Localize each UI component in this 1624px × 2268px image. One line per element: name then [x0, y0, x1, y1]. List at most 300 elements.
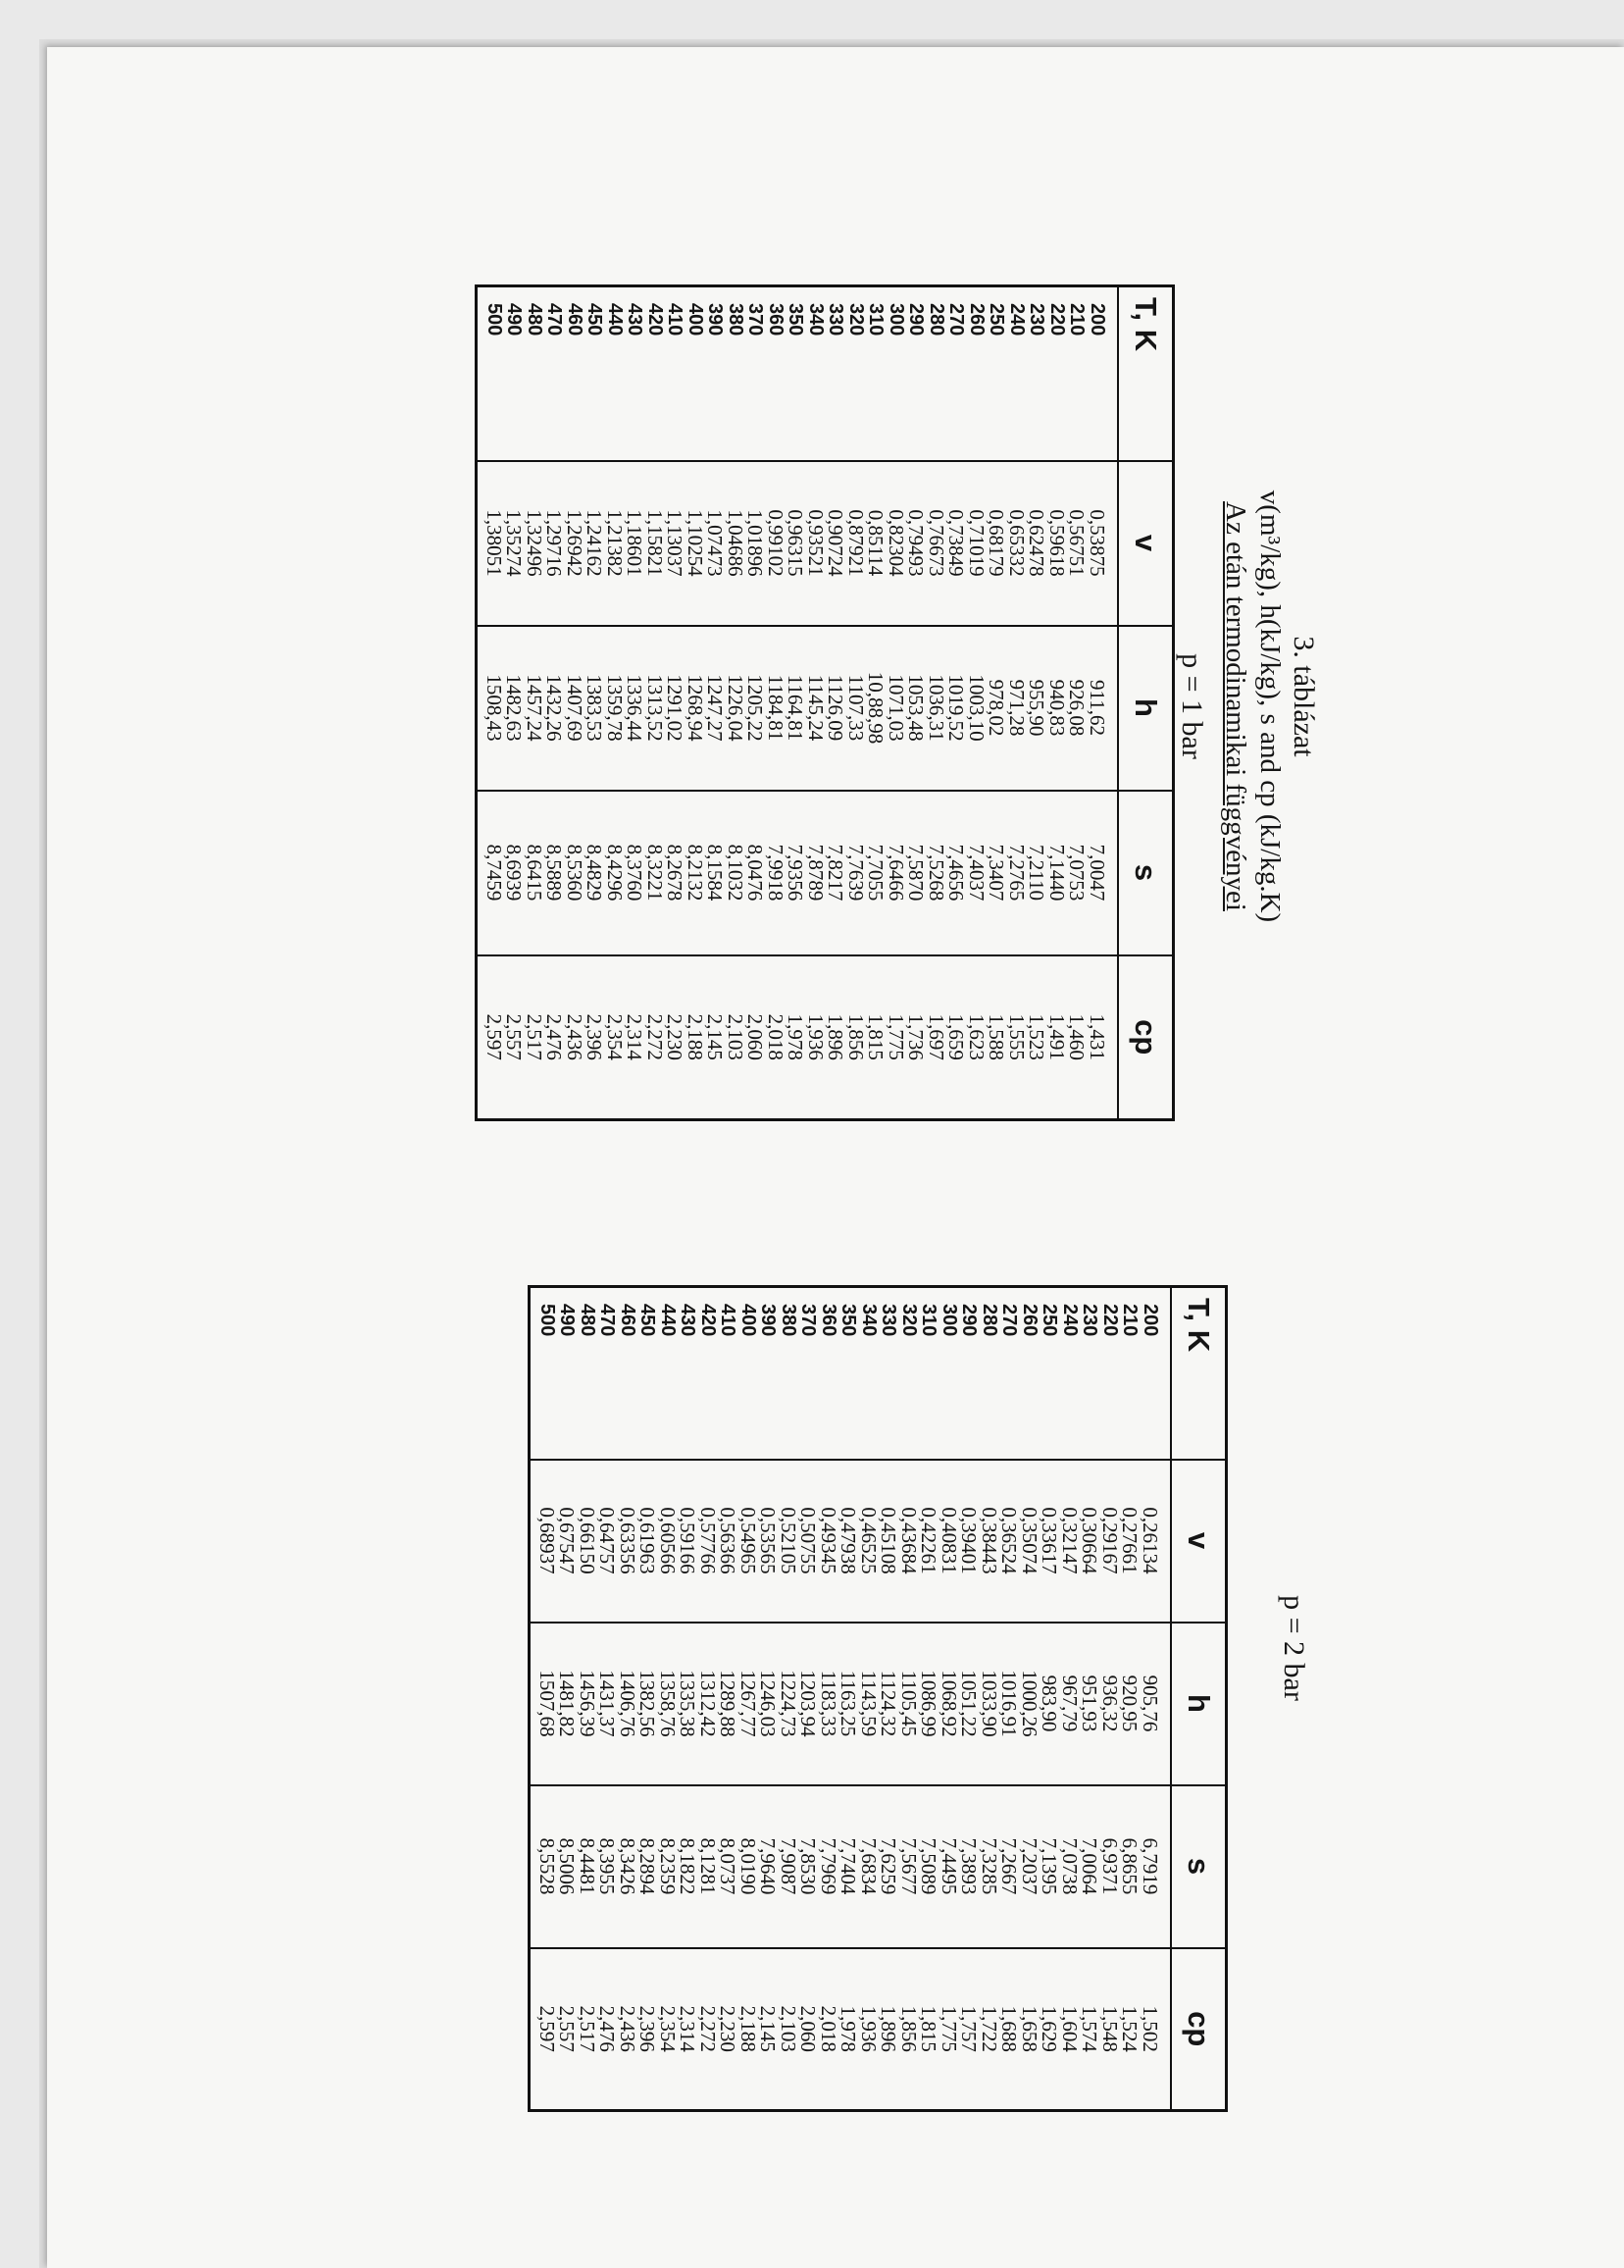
value-cell: 0,73849 — [946, 461, 967, 626]
value-cell: 0,49345 — [819, 1460, 839, 1623]
value-cell: 1,01896 — [745, 461, 766, 626]
value-cell: 0,57766 — [698, 1460, 719, 1623]
column-header: s — [1118, 791, 1174, 955]
value-cell: 905,76 — [1141, 1623, 1172, 1785]
value-cell: 1,26942 — [565, 461, 585, 626]
value-cell: 8,0476 — [745, 791, 766, 955]
value-cell: 1431,37 — [597, 1623, 618, 1785]
value-cell: 0,67547 — [557, 1460, 578, 1623]
table-number: 3. táblázat — [1288, 636, 1320, 757]
value-cell: 1247,27 — [705, 626, 726, 791]
temperature-cell: 350 — [837, 1304, 860, 1337]
value-cell: 1457,24 — [525, 626, 545, 791]
value-cell: 971,28 — [1007, 626, 1028, 791]
value-cell: 8,3955 — [597, 1785, 618, 1948]
ethane-table-p1 — [476, 284, 1176, 1121]
value-cell: 6,7919 — [1141, 1785, 1172, 1948]
value-cell: 0,56366 — [718, 1460, 738, 1623]
value-cell: 1,815 — [919, 1948, 939, 2111]
value-cell: 0,76673 — [927, 461, 947, 626]
value-cell: 7,2667 — [999, 1785, 1020, 1948]
value-cell: 1,757 — [959, 1948, 980, 2111]
value-cell: 1336,44 — [625, 626, 645, 791]
temperature-cell: 320 — [898, 1304, 920, 1337]
temperature-cell: 420 — [697, 1304, 719, 1337]
value-cell: 2,476 — [597, 1948, 618, 2111]
table-row — [745, 286, 766, 1120]
temperature-cell: 270 — [998, 1304, 1021, 1337]
value-cell: 1,856 — [899, 1948, 920, 2111]
temperature-cell: 310 — [918, 1304, 940, 1337]
value-cell: 7,7055 — [866, 791, 887, 955]
table-row — [578, 1287, 598, 2111]
value-cell: 1335,38 — [678, 1623, 698, 1785]
value-cell: 8,7459 — [477, 791, 504, 955]
value-cell: 8,4296 — [605, 791, 626, 955]
value-cell: 7,2037 — [1020, 1785, 1040, 1948]
value-cell: 936,32 — [1100, 1623, 1121, 1785]
temperature-cell: 440 — [657, 1304, 679, 1337]
column-header: T, K — [1171, 1287, 1227, 1460]
value-cell: 7,0064 — [1080, 1785, 1100, 1948]
value-cell: 1,775 — [939, 1948, 960, 2111]
value-cell: 0,93521 — [806, 461, 827, 626]
value-cell: 0,53875 — [1088, 461, 1119, 626]
temperature-cell: 470 — [596, 1304, 619, 1337]
value-cell: 1,32496 — [525, 461, 545, 626]
value-cell: 7,4495 — [939, 1785, 960, 1948]
value-cell: 7,0738 — [1060, 1785, 1081, 1948]
temperature-cell: 370 — [744, 303, 767, 336]
pressure-label-1: p = 1 bar — [1176, 653, 1208, 759]
table-row — [525, 286, 545, 1120]
value-cell: 1,21382 — [605, 461, 626, 626]
value-cell: 2,476 — [544, 955, 565, 1120]
temperature-cell: 360 — [818, 1304, 839, 1337]
value-cell: 1033,90 — [980, 1623, 1000, 1785]
value-cell: 6,8655 — [1120, 1785, 1141, 1948]
column-header: cp — [1118, 955, 1174, 1120]
value-cell: 8,5528 — [530, 1785, 557, 1948]
value-cell: 1124,32 — [879, 1623, 899, 1785]
value-cell: 1358,76 — [658, 1623, 679, 1785]
value-cell: 8,5889 — [544, 791, 565, 955]
column-header: cp — [1171, 1948, 1227, 2111]
value-cell: 8,1822 — [678, 1785, 698, 1948]
value-cell: 1,658 — [1020, 1948, 1040, 2111]
temperature-cell: 280 — [979, 1304, 1000, 1337]
value-cell: 0,90724 — [826, 461, 846, 626]
value-cell: 0,39401 — [959, 1460, 980, 1623]
table-row — [1027, 286, 1047, 1120]
value-cell: 2,396 — [584, 955, 605, 1120]
table-row — [1047, 286, 1068, 1120]
table-row — [766, 286, 787, 1120]
temperature-cell: 430 — [677, 1304, 699, 1337]
value-cell: 0,60566 — [658, 1460, 679, 1623]
value-cell: 1126,09 — [826, 626, 846, 791]
temperature-cell: 420 — [644, 303, 666, 336]
value-cell: 2,436 — [565, 955, 585, 1120]
value-cell: 2,597 — [477, 955, 504, 1120]
value-cell: 7,3407 — [987, 791, 1007, 955]
value-cell: 1163,25 — [838, 1623, 859, 1785]
table-row — [698, 1287, 719, 2111]
value-cell: 0,47938 — [838, 1460, 859, 1623]
value-cell: 1,10254 — [685, 461, 706, 626]
value-cell: 1,29716 — [544, 461, 565, 626]
temperature-cell: 410 — [717, 1304, 739, 1337]
value-cell: 7,7639 — [846, 791, 867, 955]
value-cell: 7,9356 — [786, 791, 806, 955]
table-row — [866, 286, 887, 1120]
temperature-cell: 460 — [617, 1304, 638, 1337]
table-row — [806, 286, 827, 1120]
temperature-cell: 240 — [1006, 303, 1028, 336]
value-cell: 967,79 — [1060, 1623, 1081, 1785]
value-cell: 1036,31 — [927, 626, 947, 791]
table-row — [565, 286, 585, 1120]
value-cell: 2,272 — [645, 955, 666, 1120]
table-row — [758, 1287, 779, 2111]
value-cell: 1407,69 — [565, 626, 585, 791]
value-cell: 0,38443 — [980, 1460, 1000, 1623]
value-cell: 1,431 — [1088, 955, 1119, 1120]
value-cell: 1226,04 — [726, 626, 746, 791]
table-row — [1040, 1287, 1060, 2111]
value-cell: 0,59166 — [678, 1460, 698, 1623]
value-cell: 8,4829 — [584, 791, 605, 955]
value-cell: 7,9087 — [779, 1785, 799, 1948]
value-cell: 7,9640 — [758, 1785, 779, 1948]
value-cell: 0,52105 — [779, 1460, 799, 1623]
temperature-cell: 210 — [1066, 303, 1089, 336]
temperature-cell: 500 — [483, 303, 505, 336]
value-cell: 2,272 — [698, 1948, 719, 2111]
value-cell: 1068,92 — [939, 1623, 960, 1785]
value-cell: 1289,88 — [718, 1623, 738, 1785]
value-cell: 8,2894 — [637, 1785, 658, 1948]
value-cell: 2,517 — [578, 1948, 598, 2111]
header-row — [1118, 286, 1174, 1120]
value-cell: 6,9371 — [1100, 1785, 1121, 1948]
value-cell: 1432,26 — [544, 626, 565, 791]
value-cell: 0,96315 — [786, 461, 806, 626]
value-cell: 8,6939 — [504, 791, 525, 955]
value-cell: 8,4481 — [578, 1785, 598, 1948]
temperature-cell: 470 — [543, 303, 566, 336]
value-cell: 1383,53 — [584, 626, 605, 791]
value-cell: 1482,63 — [504, 626, 525, 791]
value-cell: 2,060 — [798, 1948, 819, 2111]
table-row — [645, 286, 666, 1120]
value-cell: 1,896 — [879, 1948, 899, 2111]
table-row — [999, 1287, 1020, 2111]
value-cell: 0,26134 — [1141, 1460, 1172, 1623]
value-cell: 1145,24 — [806, 626, 827, 791]
value-cell: 1291,02 — [665, 626, 685, 791]
value-cell: 0,87921 — [846, 461, 867, 626]
value-cell: 1016,91 — [999, 1623, 1020, 1785]
value-cell: 8,2678 — [665, 791, 685, 955]
value-cell: 1507,68 — [530, 1623, 557, 1785]
value-cell: 0,45108 — [879, 1460, 899, 1623]
value-cell: 2,018 — [819, 1948, 839, 2111]
value-cell: 8,3426 — [618, 1785, 638, 1948]
value-cell: 0,65332 — [1007, 461, 1028, 626]
temperature-cell: 350 — [785, 303, 807, 336]
value-cell: 1406,76 — [618, 1623, 638, 1785]
value-cell: 7,5268 — [927, 791, 947, 955]
value-cell: 0,40831 — [939, 1460, 960, 1623]
value-cell: 1,775 — [887, 955, 907, 1120]
table-row — [939, 1287, 960, 2111]
table-row — [718, 1287, 738, 2111]
value-cell: 0,32147 — [1060, 1460, 1081, 1623]
table-row — [1088, 286, 1119, 1120]
value-cell: 940,83 — [1047, 626, 1068, 791]
table-row — [819, 1287, 839, 2111]
table-row — [1020, 1287, 1040, 2111]
temperature-cell: 340 — [858, 1304, 880, 1337]
value-cell: 8,1584 — [705, 791, 726, 955]
value-cell: 1382,56 — [637, 1623, 658, 1785]
value-cell: 10,88,98 — [866, 626, 887, 791]
value-cell: 8,5006 — [557, 1785, 578, 1948]
table-row — [899, 1287, 920, 2111]
value-cell: 1,856 — [846, 955, 867, 1120]
value-cell: 1,38051 — [477, 461, 504, 626]
value-cell: 1,548 — [1100, 1948, 1121, 2111]
value-cell: 1456,39 — [578, 1623, 598, 1785]
table-body-p1 — [477, 286, 1174, 1120]
temperature-cell: 480 — [577, 1304, 598, 1337]
value-cell: 2,354 — [605, 955, 626, 1120]
temperature-cell: 250 — [1039, 1304, 1061, 1337]
value-cell: 1,659 — [946, 955, 967, 1120]
value-cell: 2,230 — [718, 1948, 738, 2111]
value-cell: 2,314 — [678, 1948, 698, 2111]
temperature-cell: 220 — [1099, 1304, 1121, 1337]
value-cell: 2,557 — [504, 955, 525, 1120]
temperature-cell: 290 — [905, 303, 928, 336]
value-cell: 1203,94 — [798, 1623, 819, 1785]
temperature-cell: 390 — [704, 303, 727, 336]
value-cell: 951,93 — [1080, 1623, 1100, 1785]
table-row — [678, 1287, 698, 2111]
table-row — [658, 1287, 679, 2111]
value-cell: 7,7404 — [838, 1785, 859, 1948]
units-line: v(m³/kg), h(kJ/kg), s and cp (kJ/kg.K) — [1254, 490, 1286, 923]
value-cell: 2,314 — [625, 955, 645, 1120]
table-row — [1067, 286, 1088, 1120]
value-cell: 2,436 — [618, 1948, 638, 2111]
table-row — [544, 286, 565, 1120]
temperature-cell: 490 — [556, 1304, 579, 1337]
value-cell: 7,7969 — [819, 1785, 839, 1948]
temperature-cell: 320 — [845, 303, 867, 336]
value-cell: 1,896 — [826, 955, 846, 1120]
temperature-cell: 310 — [865, 303, 888, 336]
column-header: v — [1118, 461, 1174, 626]
column-header: s — [1171, 1785, 1227, 1948]
table-row — [826, 286, 846, 1120]
table-row — [705, 286, 726, 1120]
temperature-cell: 240 — [1059, 1304, 1081, 1337]
table-row — [477, 286, 504, 1120]
value-cell: 1,35274 — [504, 461, 525, 626]
temperature-cell: 200 — [1087, 303, 1108, 336]
value-cell: 8,2359 — [658, 1785, 679, 1948]
value-cell: 1,555 — [1007, 955, 1028, 1120]
table-row — [685, 286, 706, 1120]
temperature-cell: 230 — [1026, 303, 1048, 336]
value-cell: 7,8217 — [826, 791, 846, 955]
value-cell: 0,68179 — [987, 461, 1007, 626]
temperature-cell: 480 — [524, 303, 545, 336]
value-cell: 0,29167 — [1100, 1460, 1121, 1623]
value-cell: 1205,22 — [745, 626, 766, 791]
temperature-cell: 450 — [636, 1304, 659, 1337]
value-cell: 7,3285 — [980, 1785, 1000, 1948]
value-cell: 1246,03 — [758, 1623, 779, 1785]
table-row — [597, 1287, 618, 2111]
value-cell: 1508,43 — [477, 626, 504, 791]
value-cell: 0,30664 — [1080, 1460, 1100, 1623]
value-cell: 1,936 — [806, 955, 827, 1120]
value-cell: 2,060 — [745, 955, 766, 1120]
value-cell: 2,597 — [530, 1948, 557, 2111]
temperature-cell: 440 — [604, 303, 626, 336]
value-cell: 2,230 — [665, 955, 685, 1120]
value-cell: 1,13037 — [665, 461, 685, 626]
temperature-cell: 230 — [1079, 1304, 1101, 1337]
value-cell: 0,79493 — [906, 461, 927, 626]
value-cell: 0,43684 — [899, 1460, 920, 1623]
value-cell: 7,6259 — [879, 1785, 899, 1948]
value-cell: 2,396 — [637, 1948, 658, 2111]
value-cell: 7,6834 — [859, 1785, 880, 1948]
value-cell: 2,188 — [738, 1948, 759, 2111]
temperature-cell: 390 — [757, 1304, 780, 1337]
temperature-cell: 250 — [986, 303, 1008, 336]
value-cell: 0,54965 — [738, 1460, 759, 1623]
value-cell: 1267,77 — [738, 1623, 759, 1785]
value-cell: 1312,42 — [698, 1623, 719, 1785]
table-row — [798, 1287, 819, 2111]
value-cell: 7,6466 — [887, 791, 907, 955]
value-cell: 1,604 — [1060, 1948, 1081, 2111]
value-cell: 2,145 — [705, 955, 726, 1120]
value-cell: 7,1395 — [1040, 1785, 1060, 1948]
table-row — [1141, 1287, 1172, 2111]
temperature-cell: 490 — [503, 303, 526, 336]
value-cell: 8,2132 — [685, 791, 706, 955]
table-row — [967, 286, 988, 1120]
value-cell: 8,3221 — [645, 791, 666, 955]
value-cell: 7,2765 — [1007, 791, 1028, 955]
table-row — [530, 1287, 557, 2111]
temperature-cell: 360 — [765, 303, 787, 336]
value-cell: 1,936 — [859, 1948, 880, 2111]
value-cell: 0,36524 — [999, 1460, 1020, 1623]
value-cell: 1,697 — [927, 955, 947, 1120]
table-row — [786, 286, 806, 1120]
value-cell: 1143,59 — [859, 1623, 880, 1785]
temperature-cell: 400 — [737, 1304, 759, 1337]
table-row — [919, 1287, 939, 2111]
value-cell: 1019,52 — [946, 626, 967, 791]
value-cell: 2,517 — [525, 955, 545, 1120]
temperature-cell: 380 — [778, 1304, 799, 1337]
value-cell: 0,68937 — [530, 1460, 557, 1623]
value-cell: 1,688 — [999, 1948, 1020, 2111]
value-cell: 0,99102 — [766, 461, 787, 626]
value-cell: 0,35074 — [1020, 1460, 1040, 1623]
value-cell: 1105,45 — [899, 1623, 920, 1785]
value-cell: 7,0047 — [1088, 791, 1119, 955]
value-cell: 0,62478 — [1027, 461, 1047, 626]
value-cell: 1053,48 — [906, 626, 927, 791]
table-row — [959, 1287, 980, 2111]
value-cell: 1086,99 — [919, 1623, 939, 1785]
value-cell: 7,5089 — [919, 1785, 939, 1948]
value-cell: 1268,94 — [685, 626, 706, 791]
value-cell: 1071,03 — [887, 626, 907, 791]
temperature-cell: 260 — [1019, 1304, 1040, 1337]
table-row — [846, 286, 867, 1120]
table-row — [738, 1287, 759, 2111]
column-header: T, K — [1118, 286, 1174, 461]
value-cell: 1,815 — [866, 955, 887, 1120]
value-cell: 0,56751 — [1067, 461, 1088, 626]
value-cell: 1,523 — [1027, 955, 1047, 1120]
value-cell: 0,85114 — [866, 461, 887, 626]
table-subtitle: Az etán termodinamikai függvényei — [1220, 501, 1251, 911]
value-cell: 978,02 — [987, 626, 1007, 791]
value-cell: 1,491 — [1047, 955, 1068, 1120]
value-cell: 7,5677 — [899, 1785, 920, 1948]
table-row — [779, 1287, 799, 2111]
table-row — [859, 1287, 880, 2111]
table-row — [879, 1287, 899, 2111]
value-cell: 7,0753 — [1067, 791, 1088, 955]
table-row — [838, 1287, 859, 2111]
value-cell: 1,588 — [987, 955, 1007, 1120]
table-row — [726, 286, 746, 1120]
temperature-cell: 270 — [945, 303, 968, 336]
pressure-label-2: p = 2 bar — [1278, 1595, 1310, 1701]
column-header: h — [1171, 1623, 1227, 1785]
temperature-cell: 370 — [797, 1304, 820, 1337]
value-cell: 1,722 — [980, 1948, 1000, 2111]
value-cell: 1224,73 — [779, 1623, 799, 1785]
value-cell: 0,33617 — [1040, 1460, 1060, 1623]
value-cell: 7,5870 — [906, 791, 927, 955]
value-cell: 955,90 — [1027, 626, 1047, 791]
value-cell: 8,1281 — [698, 1785, 719, 1948]
value-cell: 1,524 — [1120, 1948, 1141, 2111]
value-cell: 8,3760 — [625, 791, 645, 955]
value-cell: 0,66150 — [578, 1460, 598, 1623]
temperature-cell: 330 — [825, 303, 847, 336]
table-row — [504, 286, 525, 1120]
value-cell: 1,623 — [967, 955, 988, 1120]
table-row — [1080, 1287, 1100, 2111]
value-cell: 1107,33 — [846, 626, 867, 791]
value-cell: 1,460 — [1067, 955, 1088, 1120]
value-cell: 0,27661 — [1120, 1460, 1141, 1623]
